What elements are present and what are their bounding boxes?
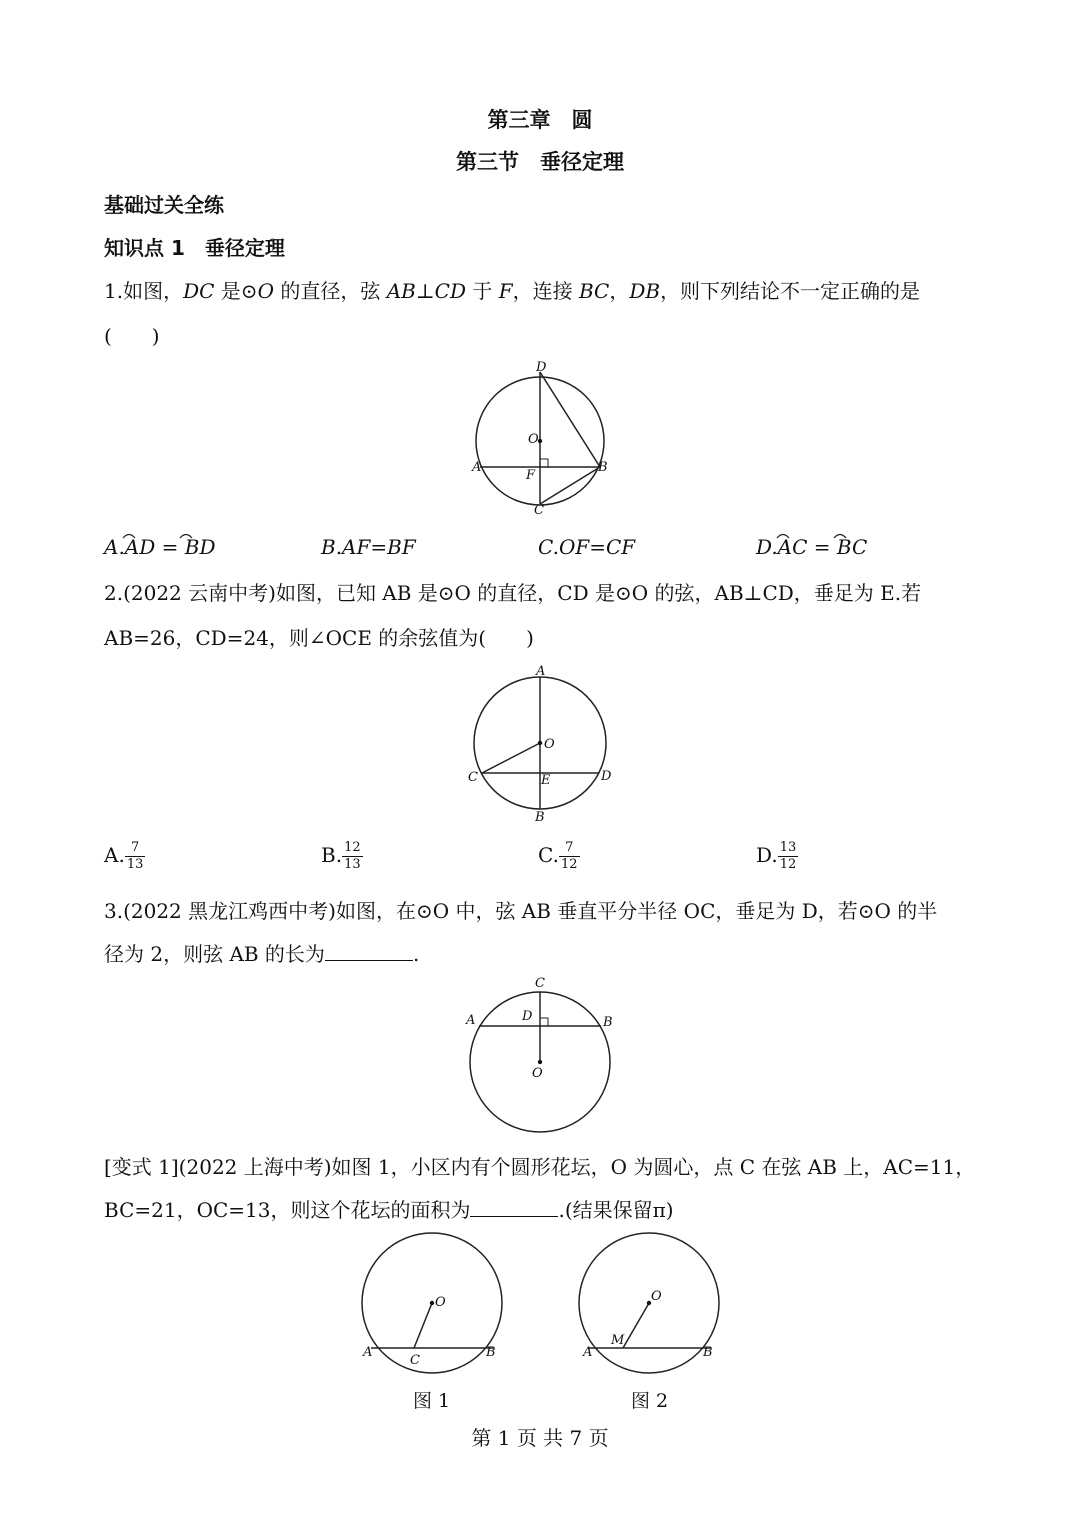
fig2-segment-om bbox=[623, 1303, 649, 1348]
q1-label-f: F bbox=[526, 468, 536, 483]
q3-figure bbox=[455, 972, 625, 1137]
q2-label-a: A bbox=[536, 664, 546, 679]
q1-label-b: B bbox=[598, 460, 608, 475]
q3-stem-line2: 径为 2，则弦 AB 的长为 . bbox=[104, 942, 420, 966]
q3-center-dot bbox=[538, 1060, 542, 1064]
knowledge-point-title: 知识点 1 垂径定理 bbox=[104, 236, 285, 260]
chapter-title: 第三章 圆 bbox=[487, 108, 593, 132]
q2-label-e: E bbox=[541, 773, 551, 788]
variant1-stem-line1: [变式 1](2022 上海中考)如图 1，小区内有个圆形花坛，O 为圆心，点 C 在弦 AB 上，AC=11， bbox=[104, 1155, 976, 1179]
q2-option-b[interactable]: B. $\frac{12}{13}$ bbox=[321, 840, 361, 872]
fig2-label-m: M bbox=[611, 1333, 625, 1348]
q1-option-a[interactable]: A.AD = BD bbox=[104, 535, 216, 559]
fig2-label-a: A bbox=[583, 1345, 593, 1360]
q2-label-b: B bbox=[535, 810, 545, 825]
q1-option-c[interactable]: C.OF=CF bbox=[538, 535, 636, 559]
q1-figure bbox=[460, 355, 620, 525]
q2-figure bbox=[460, 660, 620, 830]
q1-label-a: A bbox=[472, 460, 482, 475]
q1-option-d[interactable]: D.AC = BC bbox=[756, 535, 868, 559]
fig1-label-c: C bbox=[410, 1353, 420, 1368]
variant1-stem-line2: BC=21，OC=13，则这个花坛的面积为 .(结果保留π) bbox=[104, 1198, 674, 1222]
q2-label-o: O bbox=[544, 737, 555, 752]
q3-label-o: O bbox=[532, 1066, 543, 1081]
q1-segment-bc bbox=[540, 467, 600, 504]
q1-answer-paren: ( ) bbox=[104, 324, 160, 348]
fig1-label-a: A bbox=[363, 1345, 373, 1360]
arc-mark-bd bbox=[180, 535, 192, 539]
fig1-segment-oc bbox=[414, 1303, 432, 1348]
q3-label-a: A bbox=[466, 1013, 476, 1028]
q3-label-c: C bbox=[535, 976, 545, 991]
q3-label-b: B bbox=[603, 1015, 613, 1030]
fig1-center-dot bbox=[430, 1301, 434, 1305]
q2-stem-line1: 2.(2022 云南中考)如图，已知 AB 是⊙O 的直径，CD 是⊙O 的弦，AB⊥CD，垂足为 E.若 bbox=[104, 581, 922, 605]
page-footer: 第 1 页 共 7 页 bbox=[471, 1426, 609, 1450]
q1-segment-db bbox=[540, 372, 600, 467]
variant1-figures bbox=[355, 1230, 735, 1415]
q3-label-d: D bbox=[522, 1009, 533, 1024]
arc-mark-ad bbox=[123, 535, 135, 539]
arc-mark-ac bbox=[777, 535, 789, 539]
q3-right-angle-mark bbox=[540, 1018, 548, 1026]
q1-arc-marks bbox=[100, 528, 900, 542]
q2-stem-line2: AB=26，CD=24，则∠OCE 的余弦值为( ) bbox=[104, 626, 534, 650]
q2-option-c[interactable]: C. $\frac{7}{12}$ bbox=[538, 840, 578, 872]
part-title: 基础过关全练 bbox=[104, 193, 224, 217]
fig2-label-o: O bbox=[651, 1289, 662, 1304]
fig1-caption: 图 1 bbox=[413, 1390, 451, 1412]
q3-stem-line1: 3.(2022 黑龙江鸡西中考)如图，在⊙O 中，弦 AB 垂直平分半径 OC，垂足为 D，若⊙O 的半 bbox=[104, 899, 938, 923]
q1-label-o: O bbox=[528, 432, 539, 447]
q2-option-a[interactable]: A. $\frac{7}{13}$ bbox=[104, 840, 144, 872]
q1-stem: 1.如图，DC 是⊙O 的直径，弦 AB⊥CD 于 F，连接 BC，DB，则下列结论不一定正确的是 bbox=[104, 279, 921, 303]
fig1-label-b: B bbox=[486, 1345, 496, 1360]
q2-label-c: C bbox=[468, 770, 478, 785]
q2-label-d: D bbox=[601, 769, 612, 784]
q2-center-dot bbox=[538, 741, 542, 745]
variant1-answer-blank[interactable] bbox=[470, 1215, 558, 1217]
q1-right-angle-mark bbox=[540, 459, 548, 467]
q3-answer-blank[interactable] bbox=[325, 959, 413, 961]
section-title: 第三节 垂径定理 bbox=[456, 150, 624, 174]
q1-label-c: C bbox=[534, 503, 544, 518]
fig2-caption: 图 2 bbox=[631, 1390, 669, 1412]
q1-option-b[interactable]: B.AF=BF bbox=[321, 535, 416, 559]
q2-option-d[interactable]: D. $\frac{13}{12}$ bbox=[756, 840, 797, 872]
fig2-label-b: B bbox=[703, 1345, 713, 1360]
fig1-label-o: O bbox=[435, 1295, 446, 1310]
arc-mark-bc bbox=[834, 535, 846, 539]
q2-segment-oc bbox=[482, 743, 540, 773]
q1-label-d: D bbox=[536, 360, 547, 375]
